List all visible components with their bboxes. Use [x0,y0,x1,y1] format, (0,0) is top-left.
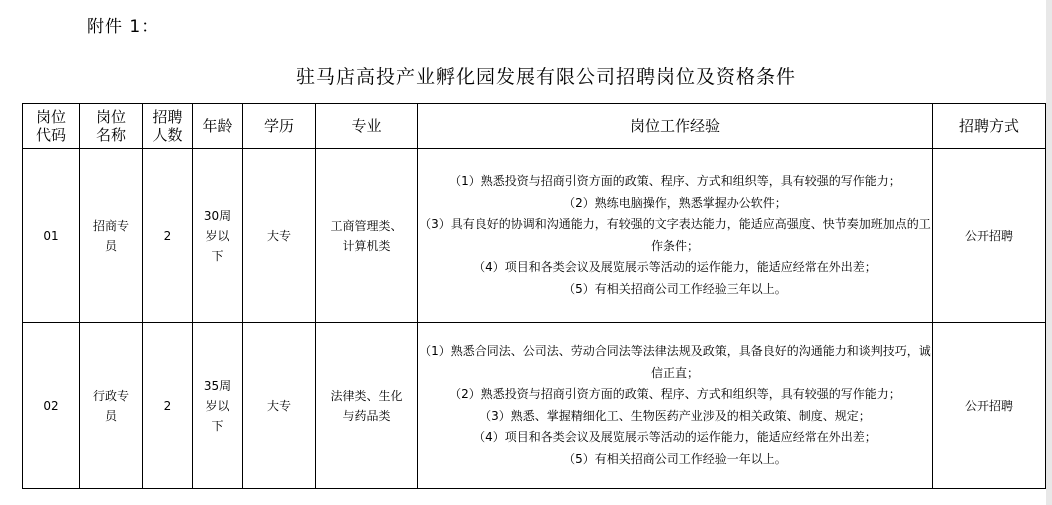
cell-name: 招商专员 [80,149,143,323]
cell-code: 01 [23,149,80,323]
header-age: 年龄 [193,104,243,149]
experience-item: （1）熟悉投资与招商引资方面的政策、程序、方式和组织等，具有较强的写作能力； [449,174,901,188]
header-experience: 岗位工作经验 [418,104,933,149]
experience-item: （4）项目和各类会议及展览展示等活动的运作能力，能适应经常在外出差； [473,260,877,274]
header-method: 招聘方式 [933,104,1046,149]
cell-major: 法律类、生化与药品类 [316,323,418,489]
experience-item: （4）项目和各类会议及展览展示等活动的运作能力，能适应经常在外出差； [473,430,877,444]
table-header-row [23,104,1046,149]
cell-count: 2 [143,323,193,489]
cell-age: 35周岁以下 [193,323,243,489]
header-education: 学历 [243,104,316,149]
cell-major: 工商管理类、计算机类 [316,149,418,323]
cell-method: 公开招聘 [933,323,1046,489]
header-major: 专业 [316,104,418,149]
experience-item: （5）有相关招商公司工作经验三年以上。 [563,281,787,296]
page-title: 驻马店高投产业孵化园发展有限公司招聘岗位及资格条件 [295,66,796,88]
cell-education: 大专 [243,149,316,323]
experience-item: （1）熟悉合同法、公司法、劳动合同法等法律法规及政策，具备良好的沟通能力和谈判技巧，诚信正直； [419,344,931,380]
cell-count: 2 [143,149,193,323]
table-row [23,149,1046,323]
header-count: 招聘 人数 [143,104,193,149]
header-code: 岗位 代码 [23,104,80,149]
cell-experience [418,149,933,323]
cell-experience [418,323,933,489]
header-name: 岗位 名称 [80,104,143,149]
attachment-label: 附件 1： [87,17,160,37]
experience-item: （5）有相关招商公司工作经验一年以上。 [563,451,787,466]
experience-item: （2）熟悉投资与招商引资方面的政策、程序、方式和组织等，具有较强的写作能力； [449,387,901,401]
experience-item: （3）熟悉、掌握精细化工、生物医药产业涉及的相关政策、制度、规定； [479,408,871,423]
cell-method: 公开招聘 [933,149,1046,323]
cell-age: 30周岁以下 [193,149,243,323]
experience-item: （2）熟练电脑操作，熟悉掌握办公软件； [563,195,787,210]
table-row [23,323,1046,489]
scrollbar-track[interactable] [1046,0,1052,505]
cell-name: 行政专员 [80,323,143,489]
cell-code: 02 [23,323,80,489]
recruitment-table [22,103,1046,489]
cell-education: 大专 [243,323,316,489]
experience-item: （3）具有良好的协调和沟通能力，有较强的文字表达能力，能适应高强度、快节奏加班加点的工作条件； [419,217,931,253]
